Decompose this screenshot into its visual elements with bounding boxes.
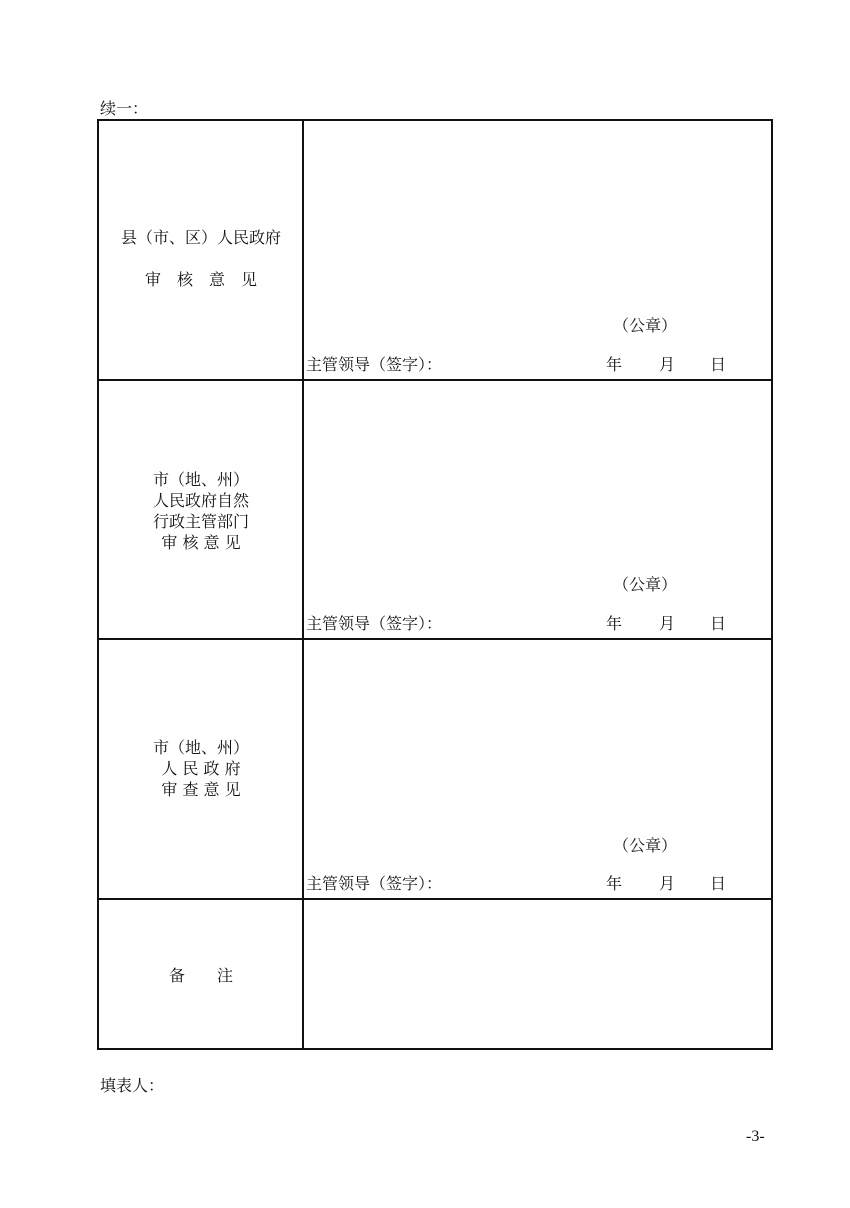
label-line: 市（地、州） xyxy=(152,738,249,757)
label-line: 市（地、州） xyxy=(152,470,249,489)
seal-text: （公章） xyxy=(613,316,678,335)
year-label: 年 xyxy=(606,874,623,893)
row-label xyxy=(99,469,303,553)
day-label: 日 xyxy=(710,614,727,633)
row-county-review xyxy=(97,119,773,381)
day-label: 日 xyxy=(710,355,727,374)
label-line: 人 民 政 府 xyxy=(161,759,241,778)
page-number: -3- xyxy=(746,1128,765,1145)
year-label: 年 xyxy=(606,355,623,374)
continuation-heading: 续一： xyxy=(100,99,149,118)
seal-text: （公章） xyxy=(613,575,678,594)
month-label: 月 xyxy=(659,874,676,893)
row-city-natural-dept-review xyxy=(97,379,773,640)
month-label: 月 xyxy=(659,355,676,374)
filled-by-label: 填表人： xyxy=(100,1076,165,1095)
label-line: 审 查 意 见 xyxy=(161,780,241,799)
label-line: 县（市、区）人民政府 xyxy=(120,228,281,247)
month-label: 月 xyxy=(659,614,676,633)
signer-label: 主管领导（签字）： xyxy=(306,614,443,633)
row-label xyxy=(99,217,303,301)
label-line: 审 核 意 见 xyxy=(161,533,241,552)
signer-label: 主管领导（签字）： xyxy=(306,355,443,374)
label-line: 行政主管部门 xyxy=(152,512,249,531)
label-line: 审 核 意 见 xyxy=(144,270,257,289)
signer-label: 主管领导（签字）： xyxy=(306,874,443,893)
row-city-government-review xyxy=(97,638,773,900)
label-line: 备 注 xyxy=(168,966,233,985)
seal-text: （公章） xyxy=(613,836,678,855)
row-label xyxy=(99,737,303,800)
label-line: 人民政府自然 xyxy=(152,491,249,510)
day-label: 日 xyxy=(710,874,727,893)
row-remarks xyxy=(97,898,773,1050)
row-label xyxy=(99,965,303,986)
year-label: 年 xyxy=(606,614,623,633)
